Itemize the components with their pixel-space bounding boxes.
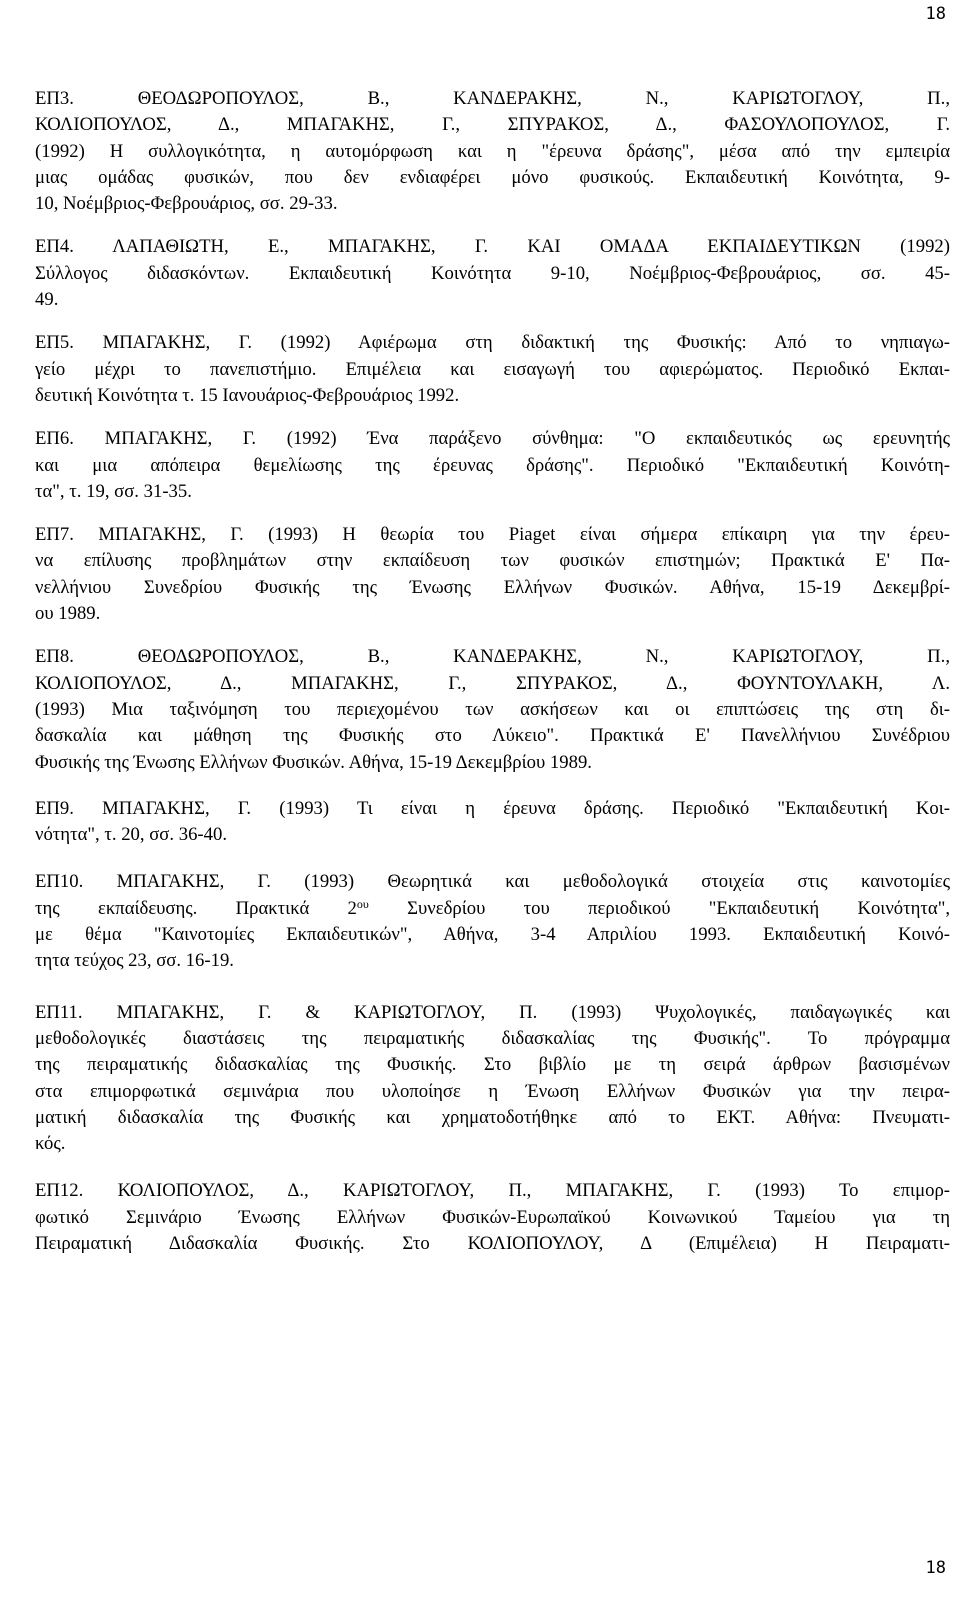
reference-line: ΚΟΛΙΟΠΟΥΛΟΣ, Δ., ΜΠΑΓΑΚΗΣ, Γ., ΣΠΥΡΑΚΟΣ, Δ., ΦΟΥΝΤΟΥΛΑΚΗ, Λ. xyxy=(35,672,950,694)
reference-line: ΕΠ5. ΜΠΑΓΑΚΗΣ, Γ. (1992) Αφιέρωμα στη διδακτική της Φυσικής: Από το νηπιαγω- xyxy=(35,332,950,354)
reference-line: μεθοδολογικές διαστάσεις της πειραματικής διδασκαλίας της Φυσικής". Το πρόγραμμα xyxy=(35,1027,950,1049)
reference-line: Πειραματική Διδασκαλία Φυσικής. Στο ΚΟΛΙΟΠΟΥΛΟΥ, Δ (Επιμέλεια) Η Πειραματι- xyxy=(35,1232,950,1254)
reference-ep7 xyxy=(35,522,950,627)
reference-line: ΕΠ4. ΛΑΠΑΘΙΩΤΗ, Ε., ΜΠΑΓΑΚΗΣ, Γ. ΚΑΙ ΟΜΑΔΑ ΕΚΠΑΙΔΕΥΤΙΚΩΝ (1992) xyxy=(35,236,950,258)
reference-line: ΕΠ11. ΜΠΑΓΑΚΗΣ, Γ. & ΚΑΡΙΩΤΟΓΛΟΥ, Π. (1993) Ψυχολογικές, παιδαγωγικές και xyxy=(35,1001,950,1023)
reference-ep5 xyxy=(35,330,950,409)
reference-list xyxy=(35,86,950,1257)
reference-line: νελλήνιου Συνεδρίου Φυσικής της Ένωσης Ελλήνων Φυσικών. Αθήνα, 15-19 Δεκεμβρί- xyxy=(35,576,950,598)
page-number-top: 18 xyxy=(925,4,946,24)
reference-text: της εκπαίδευσης. Πρακτικά 2 xyxy=(35,897,357,919)
reference-line: (1992) Η συλλογικότητα, η αυτομόρφωση και η "έρευνα δράσης", μέσα από την εμπειρία xyxy=(35,140,950,162)
reference-line: να επίλυσης προβλημάτων στην εκπαίδευση των φυσικών επιστημών; Πρακτικά Ε' Πα- xyxy=(35,550,950,572)
reference-line: ου 1989. xyxy=(35,603,101,625)
reference-ep3 xyxy=(35,86,950,217)
reference-line: φωτικό Σεμινάριο Ένωσης Ελλήνων Φυσικών-Ευρωπαϊκού Κοινωνικού Ταμείου για τη xyxy=(35,1206,950,1228)
reference-line xyxy=(35,896,950,922)
reference-line: ΕΠ8. ΘΕΟΔΩΡΟΠΟΥΛΟΣ, Β., ΚΑΝΔΕΡΑΚΗΣ, Ν., ΚΑΡΙΩΤΟΓΛΟΥ, Π., xyxy=(35,646,950,668)
reference-line: της πειραματικής διδασκαλίας της Φυσικής. Στο βιβλίο με τη σειρά άρθρων βασισμένων xyxy=(35,1054,950,1076)
reference-line: δασκαλία και μάθηση της Φυσικής στο Λύκειο". Πρακτικά Ε' Πανελλήνιου Συνέδριου xyxy=(35,725,950,747)
reference-line: ΕΠ3. ΘΕΟΔΩΡΟΠΟΥΛΟΣ, Β., ΚΑΝΔΕΡΑΚΗΣ, Ν., ΚΑΡΙΩΤΟΓΛΟΥ, Π., xyxy=(35,88,950,109)
reference-line: Φυσικής της Ένωσης Ελλήνων Φυσικών. Αθήνα, 15-19 Δεκεμβρίου 1989. xyxy=(35,751,592,773)
reference-line: κός. xyxy=(35,1133,66,1155)
reference-text: Συνεδρίου του περιοδικού "Εκπαιδευτική Κοινότητα", xyxy=(368,897,950,919)
reference-ep4 xyxy=(35,234,950,313)
reference-ep8 xyxy=(35,644,950,775)
reference-line: νότητα", τ. 20, σσ. 36-40. xyxy=(35,824,227,846)
reference-line: ΕΠ7. ΜΠΑΓΑΚΗΣ, Γ. (1993) Η θεωρία του Piaget είναι σήμερα επίκαιρη για την έρευ- xyxy=(35,524,950,546)
reference-ep12 xyxy=(35,1178,950,1257)
reference-line: ματική διδασκαλία της Φυσικής και χρηματοδοτήθηκε από το ΕΚΤ. Αθήνα: Πνευματι- xyxy=(35,1106,950,1128)
reference-line: δευτική Κοινότητα τ. 15 Ιανουάριος-Φεβρουάριος 1992. xyxy=(35,384,460,406)
reference-line: 10, Νοέμβριος-Φεβρουάριος, σσ. 29-33. xyxy=(35,193,338,215)
reference-line: με θέμα "Καινοτομίες Εκπαιδευτικών", Αθήνα, 3-4 Απριλίου 1993. Εκπαιδευτική Κοινό- xyxy=(35,924,950,946)
reference-line: 49. xyxy=(35,289,59,311)
reference-line: τητα τεύχος 23, σσ. 16-19. xyxy=(35,950,234,972)
reference-line: ΕΠ9. ΜΠΑΓΑΚΗΣ, Γ. (1993) Τι είναι η έρευνα δράσης. Περιοδικό "Εκπαιδευτική Κοι- xyxy=(35,797,950,819)
reference-line: γείο μέχρι το πανεπιστήμιο. Επιμέλεια και εισαγωγή του αφιερώματος. Περιοδικό Εκπαι- xyxy=(35,358,950,380)
reference-ep9 xyxy=(35,796,950,849)
reference-ep10 xyxy=(35,869,950,974)
reference-line: τα", τ. 19, σσ. 31-35. xyxy=(35,480,192,502)
reference-line: στα επιμορφωτικά σεμινάρια που υλοποίησε η Ένωση Ελλήνων Φυσικών για την πειρα- xyxy=(35,1080,950,1102)
reference-line: Σύλλογος διδασκόντων. Εκπαιδευτική Κοινότητα 9-10, Νοέμβριος-Φεβρουάριος, σσ. 45- xyxy=(35,262,950,284)
ordinal-superscript: ου xyxy=(356,896,369,911)
reference-ep11 xyxy=(35,1000,950,1158)
reference-line: ΕΠ10. ΜΠΑΓΑΚΗΣ, Γ. (1993) Θεωρητικά και μεθοδολογικά στοιχεία στις καινοτομίες xyxy=(35,871,950,893)
reference-line: ΕΠ12. ΚΟΛΙΟΠΟΥΛΟΣ, Δ., ΚΑΡΙΩΤΟΓΛΟΥ, Π., ΜΠΑΓΑΚΗΣ, Γ. (1993) Το επιμορ- xyxy=(35,1180,950,1202)
reference-line: ΕΠ6. ΜΠΑΓΑΚΗΣ, Γ. (1992) Ένα παράξενο σύνθημα: "Ο εκπαιδευτικός ως ερευνητής xyxy=(35,428,950,450)
reference-line: ΚΟΛΙΟΠΟΥΛΟΣ, Δ., ΜΠΑΓΑΚΗΣ, Γ., ΣΠΥΡΑΚΟΣ, Δ., ΦΑΣΟΥΛΟΠΟΥΛΟΣ, Γ. xyxy=(35,114,950,136)
reference-line: (1993) Μια ταξινόμηση του περιεχομένου των ασκήσεων και οι επιπτώσεις της στη δι- xyxy=(35,698,950,720)
page-number-bottom: 18 xyxy=(925,1558,946,1578)
reference-ep6 xyxy=(35,426,950,505)
reference-line: μιας ομάδας φυσικών, που δεν ενδιαφέρει μόνο φυσικούς. Εκπαιδευτική Κοινότητα, 9- xyxy=(35,166,950,188)
reference-line: και μια απόπειρα θεμελίωσης της έρευνας δράσης". Περιοδικό "Εκπαιδευτική Κοινότη- xyxy=(35,454,950,476)
